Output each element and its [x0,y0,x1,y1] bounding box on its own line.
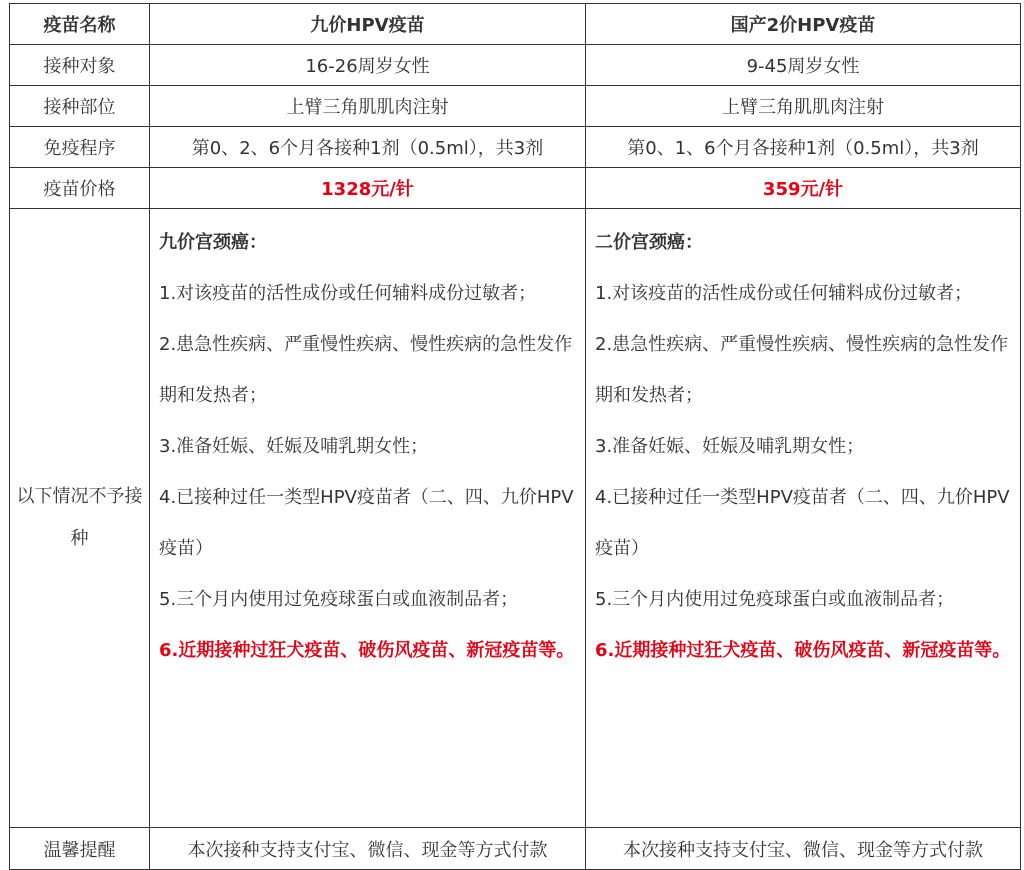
contraindications-col2 [586,209,1021,828]
schedule-col2: 第0、1、6个月各接种1剂（0.5ml），共3剂 [586,127,1021,168]
schedule-row [10,127,1021,168]
contra-col2-item: 2.患急性疾病、严重慢性疾病、慢性疾病的急性发作期和发热者； [595,334,1009,406]
target-col1: 16-26周岁女性 [150,45,586,86]
contra-col1-item-highlight: 6.近期接种过狂犬疫苗、破伤风疫苗、新冠疫苗等。 [159,640,575,661]
tips-label: 温馨提醒 [10,828,150,870]
contra-col2-item: 3.准备妊娠、妊娠及哺乳期女性； [595,436,865,457]
site-row [10,86,1021,127]
site-col1: 上臂三角肌肌肉注射 [150,86,586,127]
tips-col1: 本次接种支持支付宝、微信、现金等方式付款 [150,828,586,870]
contraindications-row [10,209,1021,828]
schedule-label: 免疫程序 [10,127,150,168]
vaccine-comparison-table [9,3,1021,870]
contra-col1-item: 2.患急性疾病、严重慢性疾病、慢性疾病的急性发作期和发热者； [159,334,573,406]
header-col-two-valent: 国产2价HPV疫苗 [586,4,1021,45]
schedule-col1: 第0、2、6个月各接种1剂（0.5ml），共3剂 [150,127,586,168]
contra-col1-item: 4.已接种过任一类型HPV疫苗者（二、四、九价HPV疫苗） [159,487,574,559]
contra-col2-item-highlight: 6.近期接种过狂犬疫苗、破伤风疫苗、新冠疫苗等。 [595,640,1011,661]
contra-col2-item: 1.对该疫苗的活性成份或任何辅料成份过敏者； [595,283,973,304]
contra-col2-item: 4.已接种过任一类型HPV疫苗者（二、四、九价HPV疫苗） [595,487,1010,559]
site-col2: 上臂三角肌肌肉注射 [586,86,1021,127]
contra-col2-title: 二价宫颈癌： [595,232,703,253]
contra-col2-item: 5.三个月内使用过免疫球蛋白或血液制品者； [595,589,955,610]
header-row [10,4,1021,45]
target-col2: 9-45周岁女性 [586,45,1021,86]
target-label: 接种对象 [10,45,150,86]
contra-col1-item: 1.对该疫苗的活性成份或任何辅料成份过敏者； [159,283,537,304]
contra-col1-item: 5.三个月内使用过免疫球蛋白或血液制品者； [159,589,519,610]
price-label: 疫苗价格 [10,168,150,209]
site-label: 接种部位 [10,86,150,127]
price-col1: 1328元/针 [150,168,586,209]
price-row [10,168,1021,209]
header-col-nine-valent: 九价HPV疫苗 [150,4,586,45]
tips-col2: 本次接种支持支付宝、微信、现金等方式付款 [586,828,1021,870]
price-col2: 359元/针 [586,168,1021,209]
header-name-label: 疫苗名称 [10,4,150,45]
contra-col1-item: 3.准备妊娠、妊娠及哺乳期女性； [159,436,429,457]
contra-col1-title: 九价宫颈癌： [159,232,267,253]
contraindications-label: 以下情况不予接种 [10,209,150,828]
target-row [10,45,1021,86]
tips-row [10,828,1021,870]
contraindications-col1 [150,209,586,828]
